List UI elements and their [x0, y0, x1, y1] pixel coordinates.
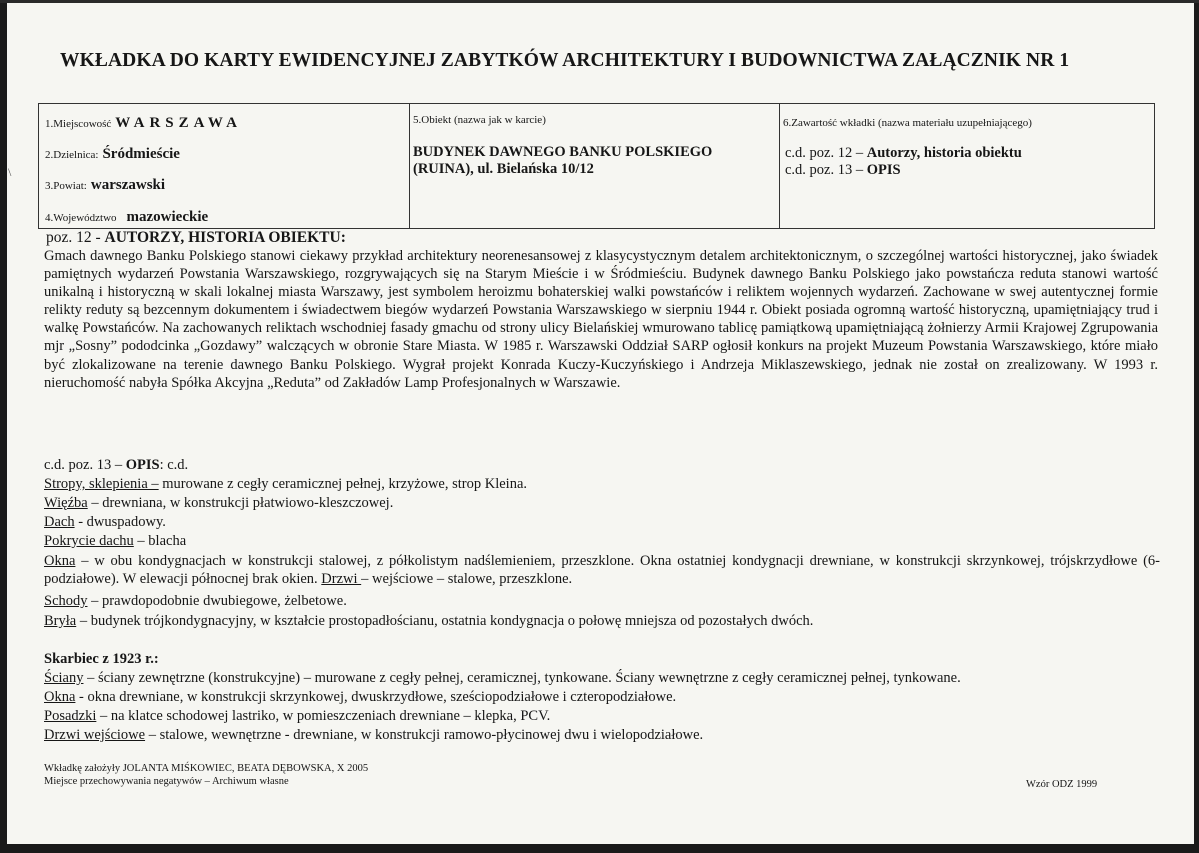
document-title: WKŁADKA DO KARTY EWIDENCYJNEJ ZABYTKÓW ARCHITEKTURY I BUDOWNICTWA ZAŁĄCZNIK NR 1: [60, 50, 1070, 71]
zawartosc-item: c.d. poz. 13 – OPIS: [785, 162, 901, 178]
dzielnica-value: Śródmieście: [102, 146, 180, 162]
skarbiec-item: Posadzki – na klatce schodowej lastriko, w pomieszczeniach drewniane – klepka, PCV.: [44, 708, 551, 724]
footer-negatives-line: Miejsce przechowywania negatywów – Archiwum własne: [44, 775, 289, 787]
opis-item: Bryła – budynek trójkondygnacyjny, w kształcie prostopadłościanu, ostatnia kondygnacja o połowę mniejsza od pozostałych dwóch.: [44, 613, 814, 629]
section-13-intro: c.d. poz. 13 – OPIS: c.d.: [44, 457, 189, 473]
location-column: [39, 104, 410, 228]
dzielnica-field: [45, 145, 180, 163]
header-table: [38, 103, 1155, 229]
dzielnica-label: 2.Dzielnica:: [45, 149, 99, 161]
opis-item: Więźba – drewniana, w konstrukcji płatwiowo-kleszczowej.: [44, 495, 394, 511]
wojewodztwo-field: [45, 208, 208, 226]
skarbiec-item: Okna - okna drewniane, w konstrukcji skrzynkowej, dwuskrzydłowe, sześciopodziałowe i czteropodziałowe.: [44, 689, 677, 705]
scan-edge-bottom: [0, 844, 1199, 853]
miejscowosc-value: WARSZAWA: [115, 115, 242, 131]
skarbiec-item: Drzwi wejściowe – stalowe, wewnętrzne - drewniane, w konstrukcji ramowo-płycinowej dwu i wielopodziałowe.: [44, 727, 704, 743]
powiat-value: warszawski: [90, 177, 166, 193]
zawartosc-label: 6.Zawartość wkładki (nazwa materiału uzupełniającego): [783, 117, 1032, 129]
skarbiec-heading: Skarbiec z 1923 r.:: [44, 651, 159, 667]
powiat-field: [45, 176, 165, 194]
miejscowosc-field: [45, 114, 242, 132]
skarbiec-item: Ściany – ściany zewnętrzne (konstrukcyjne) – murowane z cegły pełnej, ceramicznej, tynkowane. Ściany wewnętrzne z cegły ceramicznej pełnej, tynkowane.: [44, 670, 961, 686]
footer-authors: [44, 763, 368, 788]
footer-form-id: Wzór ODZ 1999: [1026, 779, 1098, 790]
opis-item: Dach - dwuspadowy.: [44, 514, 166, 530]
scan-mark: \: [8, 165, 12, 179]
opis-item: Schody – prawdopodobnie dwubiegowe, żelbetowe.: [44, 593, 347, 609]
footer-authors-line: Wkładkę założyły JOLANTA MIŚKOWIEC, BEATA DĘBOWSKA, X 2005: [44, 763, 369, 774]
zawartosc-list: [785, 145, 1022, 179]
obiekt-label: 5.Obiekt (nazwa jak w karcie): [413, 114, 546, 126]
miejscowosc-label: 1.Miejscowość: [45, 118, 112, 130]
obiekt-value: BUDYNEK DAWNEGO BANKU POLSKIEGO (RUINA), ul. Bielańska 10/12: [413, 144, 713, 177]
opis-item: Stropy, sklepienia – murowane z cegły ceramicznej pełnej, krzyżowe, strop Kleina.: [44, 476, 528, 492]
opis-item: Okna – w obu kondygnacjach w konstrukcji stalowej, z półkolistym nadślemieniem, przeszklone. Okna ostatniej kondygnacji drewniane, w konstrukcji skrzynkowej, trójskrzydłowe (6-podziałowe). W elewacji północnej brak okien. Drzwi – wejściowe – stalowe, przeszklone.: [44, 553, 1160, 588]
object-column: [409, 104, 780, 228]
zawartosc-item: c.d. poz. 12 – Autorzy, historia obiektu: [785, 145, 1022, 161]
scan-edge-top: [0, 0, 1199, 3]
contents-column: [779, 104, 1154, 228]
opis-item: Pokrycie dachu – blacha: [44, 533, 187, 549]
section-12-heading: poz. 12 - AUTORZY, HISTORIA OBIEKTU:: [46, 229, 346, 246]
section-12-text: Gmach dawnego Banku Polskiego stanowi ciekawy przykład architektury neorenesansowej z klasycystycznym detalem architektonicznym, o szczególnej wartości historycznej, jako świadek pamiętnych wydarzeń Powstania Warszawskiego, rozgrywających się na Starym Mieście i w Śródmieściu. Budynek dawnego Banku Polskiego jako powstańcza reduta stanowi wartość unikalną i historyczną w skali lokalnej miasta Warszawy, jest symbolem heroizmu bohaterskiej walki powstańców i reliktem wojennych wydarzeń. Zachowane w swej autentycznej formie relikty reduty są bezcennym dokumentem i świadectwem biegów wydarzeń Powstania Warszawskiego w sierpniu 1944 r. Obiekt posiada ogromną wartość historyczną, upamiętniający trud i walkę Powstańców. Na zachowanych reliktach wschodniej fasady gmachu od strony ulicy Bielańskiej wmurowano tablicę pamiątkową upamiętniającą żołnierzy Armii Krajowej Zgrupowania mjr „Sosny” pododcinka „Gozdawy” walczących w obronie Stare Miasta. W 1985 r. Warszawski Oddział SARP ogłosił konkurs na projekt Muzeum Powstania Warszawskiego, które miało być zlokalizowane na terenie dawnego Banku Polskiego. Wygrał projekt Konrada Kuczy-Kuczyńskiego i Andrzeja Miklaszewskiego, jednak nie został on zrealizowany. W 1993 r. nieruchomość nabyła Spółka Akcyjna „Reduta” od Zakładów Lamp Profesjonalnych w Warszawie.: [44, 248, 1158, 391]
powiat-label: 3.Powiat:: [45, 180, 87, 192]
wojewodztwo-label: 4.Województwo: [45, 212, 117, 224]
wojewodztwo-value: mazowieckie: [126, 209, 209, 225]
scan-edge-left: [0, 0, 7, 853]
scan-edge-right: [1194, 0, 1199, 853]
